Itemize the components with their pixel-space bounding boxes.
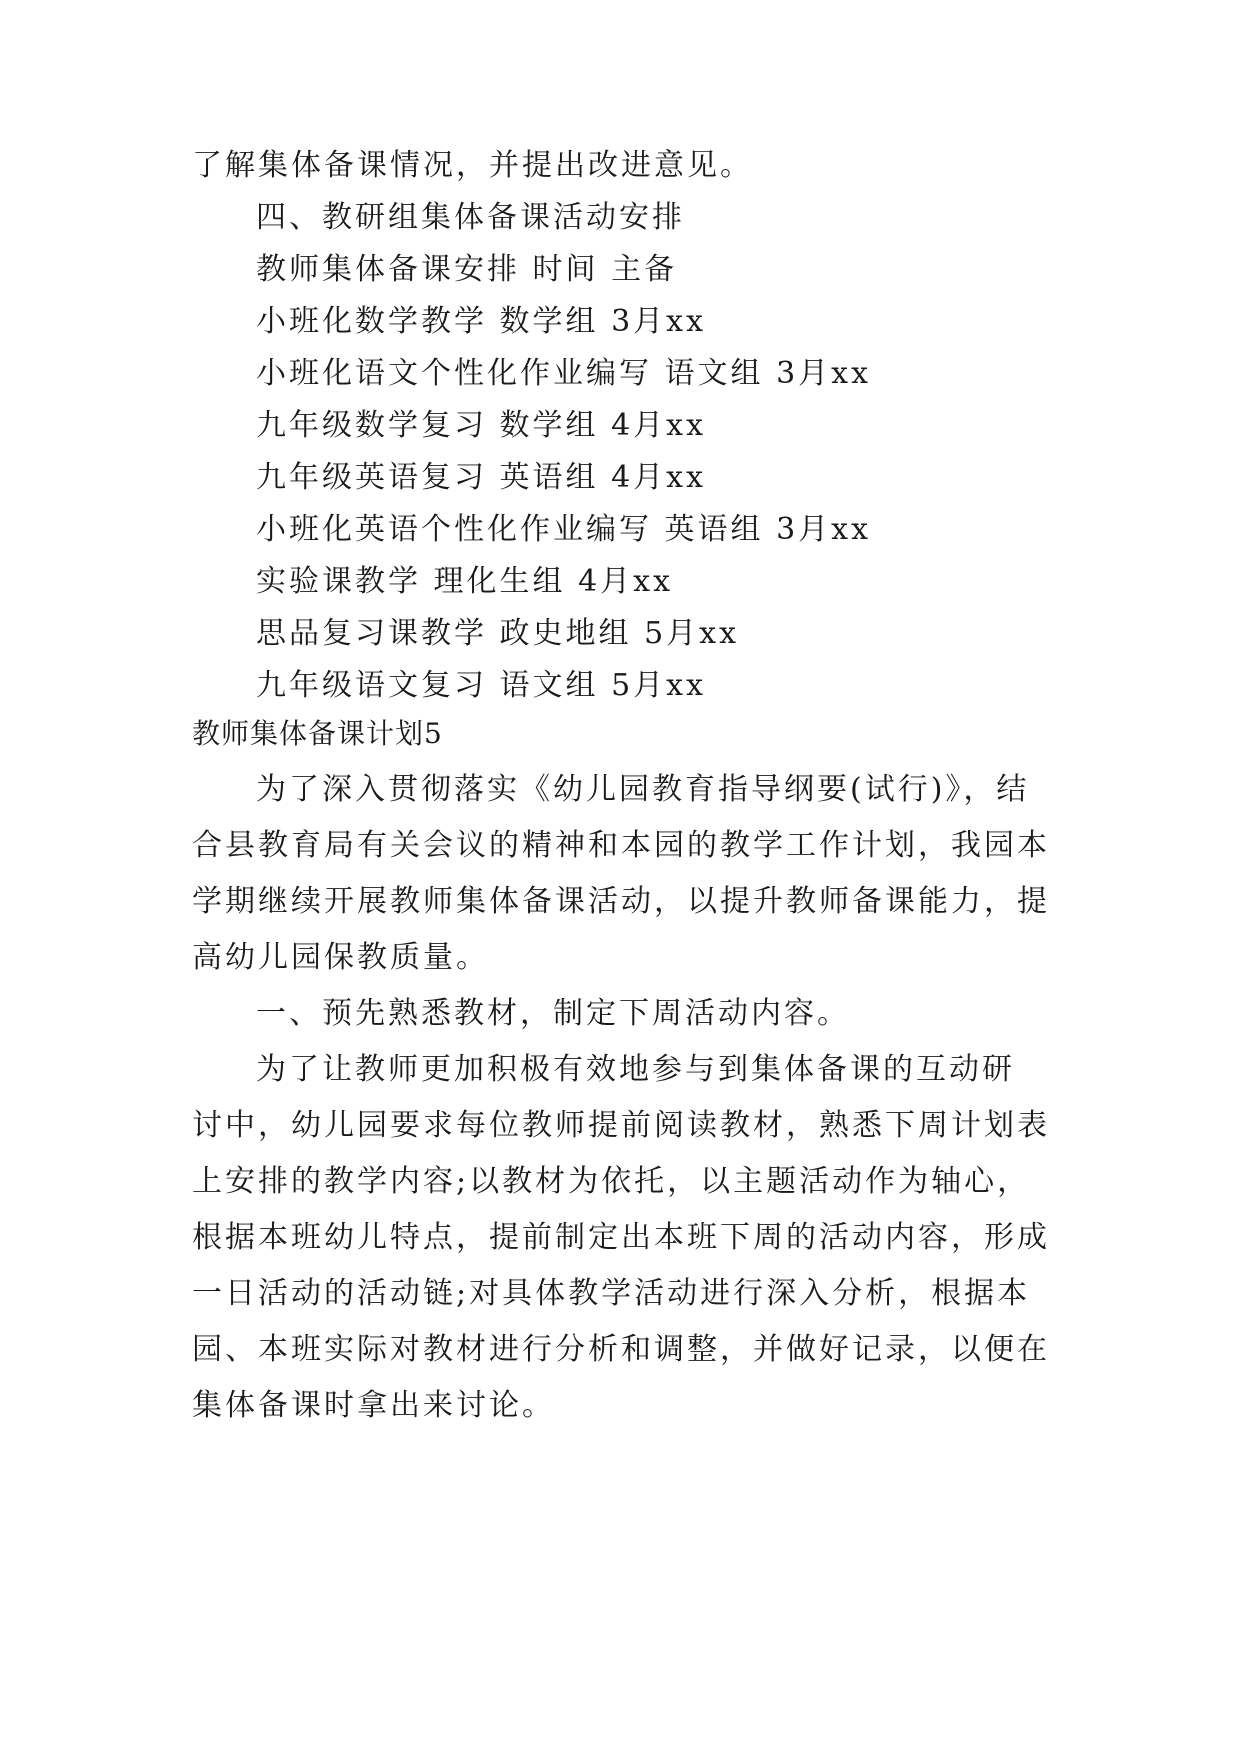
paragraph-line: 为了让教师更加积极有效地参与到集体备课的互动研 (256, 1052, 1015, 1087)
paragraph-line: 上安排的教学内容;以教材为依托，以主题活动作为轴心， (192, 1164, 1031, 1199)
schedule-header: 教师集体备课安排 时间 主备 (256, 252, 678, 287)
schedule-row: 实验课教学 理化生组 4月xx (256, 564, 673, 599)
schedule-row: 九年级语文复习 语文组 5月xx (256, 668, 706, 703)
paragraph-line: 合县教育局有关会议的精神和本园的教学工作计划，我园本 (192, 828, 1050, 863)
schedule-row: 小班化数学教学 数学组 3月xx (256, 304, 706, 339)
section-heading: 四、教研组集体备课活动安排 (256, 200, 685, 235)
section-title: 教师集体备课计划5 (192, 717, 443, 750)
subsection-heading: 一、预先熟悉教材，制定下周活动内容。 (256, 996, 850, 1031)
paragraph-line: 一日活动的活动链;对具体教学活动进行深入分析，根据本 (192, 1276, 1031, 1311)
paragraph-line: 高幼儿园保教质量。 (192, 940, 489, 975)
paragraph-line: 为了深入贯彻落实《幼儿园教育指导纲要(试行)》，结 (256, 772, 1030, 807)
paragraph-line: 讨中，幼儿园要求每位教师提前阅读教材，熟悉下周计划表 (192, 1108, 1050, 1143)
schedule-row: 九年级数学复习 数学组 4月xx (256, 408, 706, 443)
paragraph-line: 根据本班幼儿特点，提前制定出本班下周的活动内容，形成 (192, 1220, 1050, 1255)
schedule-row: 思品复习课教学 政史地组 5月xx (256, 616, 739, 651)
paragraph-line: 学期继续开展教师集体备课活动，以提升教师备课能力，提 (192, 884, 1050, 919)
schedule-row: 小班化语文个性化作业编写 语文组 3月xx (256, 356, 871, 391)
paragraph-line: 园、本班实际对教材进行分析和调整，并做好记录，以便在 (192, 1332, 1050, 1367)
text-line: 了解集体备课情况，并提出改进意见。 (192, 148, 753, 183)
schedule-row: 九年级英语复习 英语组 4月xx (256, 460, 706, 495)
paragraph-line: 集体备课时拿出来讨论。 (192, 1388, 555, 1423)
schedule-row: 小班化英语个性化作业编写 英语组 3月xx (256, 512, 871, 547)
